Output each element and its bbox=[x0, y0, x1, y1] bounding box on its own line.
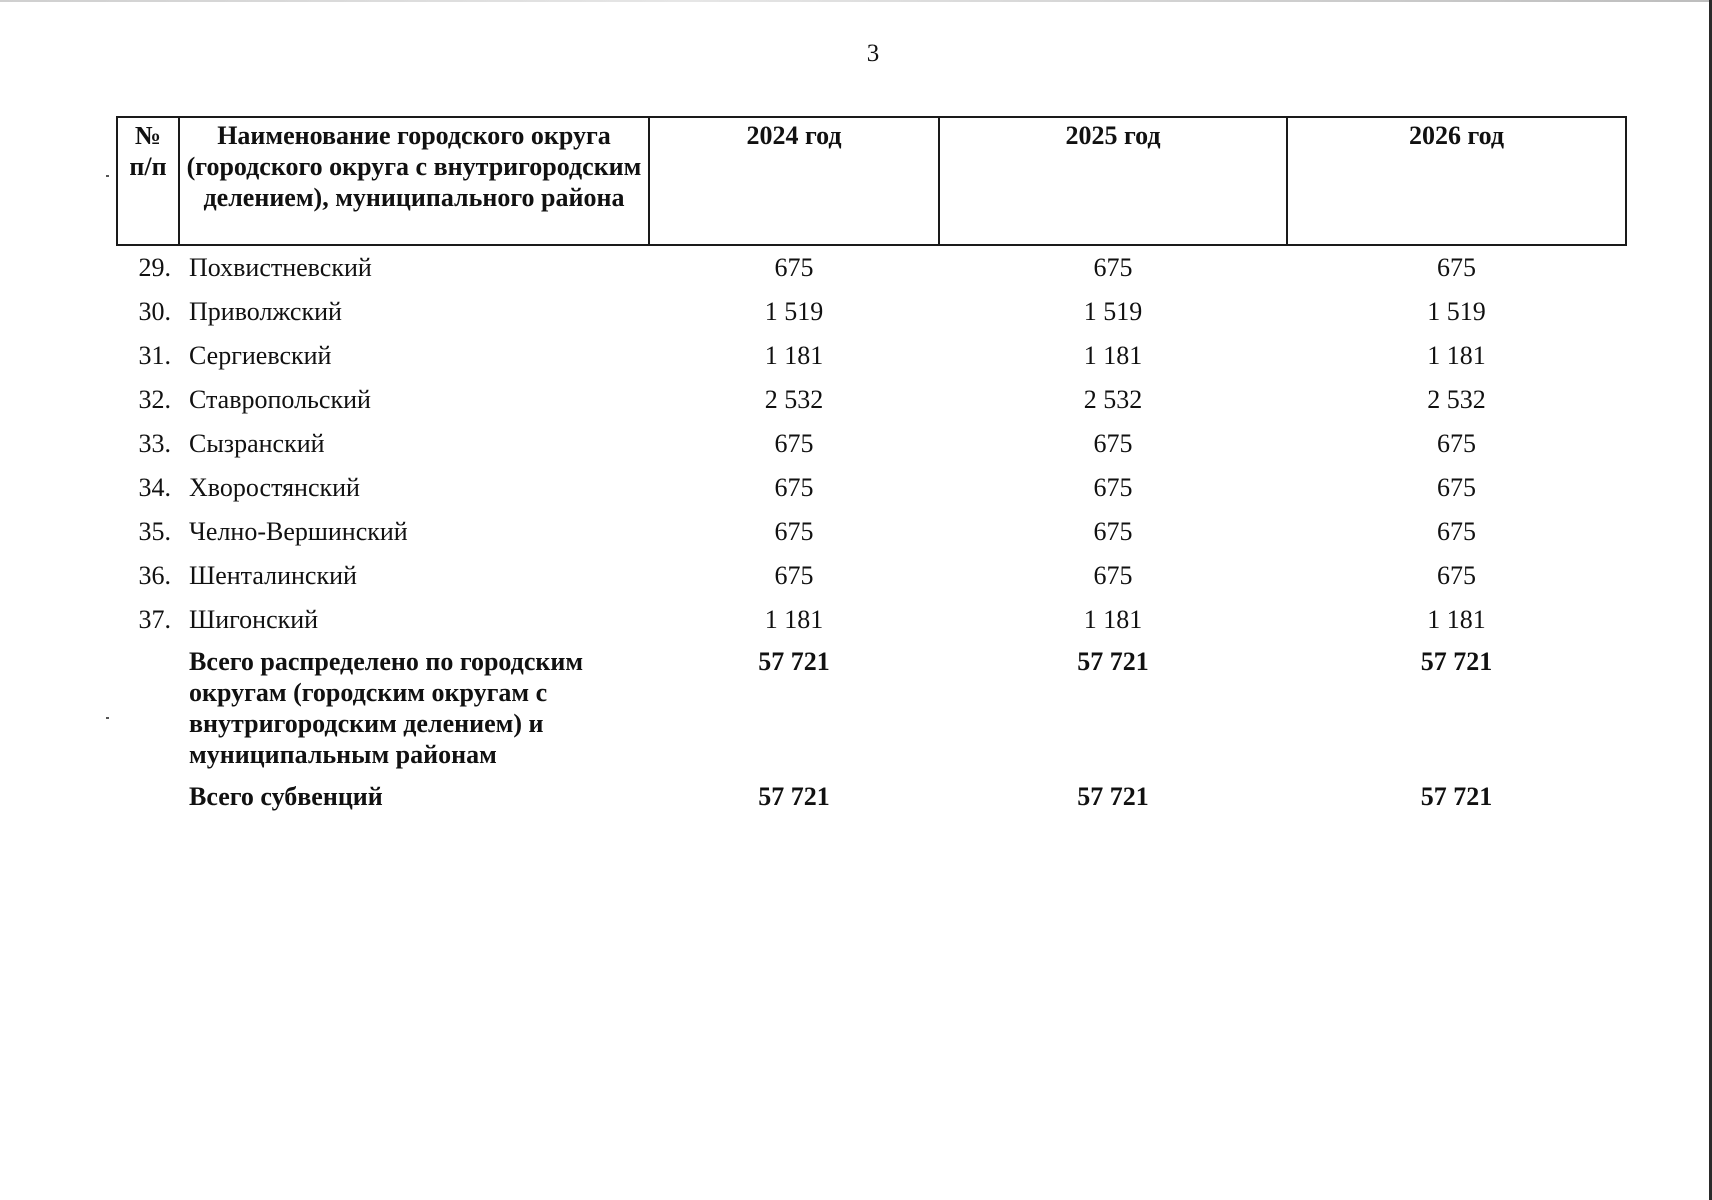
table-row bbox=[117, 422, 1626, 466]
row-name: Похвистневский bbox=[189, 253, 372, 282]
total-distributed-2025: 57 721 bbox=[1077, 647, 1149, 676]
row-value-2025: 675 bbox=[1093, 473, 1133, 502]
row-number: 32. bbox=[138, 385, 171, 414]
row-value-2025: 675 bbox=[1093, 253, 1133, 282]
row-name: Сызранский bbox=[189, 429, 325, 458]
row-value-2026: 675 bbox=[1437, 429, 1476, 458]
row-number: 35. bbox=[138, 517, 171, 546]
table-row bbox=[117, 554, 1626, 598]
row-number: 36. bbox=[138, 561, 171, 590]
total-subventions-label: Всего субвенций bbox=[189, 782, 383, 811]
table-header bbox=[117, 117, 1626, 245]
table-body bbox=[117, 245, 1626, 814]
row-value-2024: 2 532 bbox=[764, 385, 824, 414]
row-value-2026: 675 bbox=[1437, 561, 1476, 590]
row-value-2025: 2 532 bbox=[1083, 385, 1143, 414]
row-value-2024: 675 bbox=[774, 561, 814, 590]
row-value-2024: 675 bbox=[774, 429, 814, 458]
table-row bbox=[117, 334, 1626, 378]
row-value-2025: 675 bbox=[1093, 517, 1133, 546]
row-value-2024: 1 181 bbox=[764, 341, 824, 370]
page-number: 3 bbox=[866, 40, 880, 67]
table-row bbox=[117, 378, 1626, 422]
row-number: 30. bbox=[138, 297, 171, 326]
row-value-2026: 1 181 bbox=[1427, 605, 1486, 634]
row-value-2024: 675 bbox=[774, 473, 814, 502]
header-name: Наименование городского округа (городского округа с внутригородским делением), муниципального района bbox=[179, 117, 649, 245]
total-distributed-2024: 57 721 bbox=[758, 647, 830, 676]
scan-edge-top bbox=[0, 0, 1712, 2]
row-value-2025: 1 181 bbox=[1083, 341, 1143, 370]
row-value-2025: 1 181 bbox=[1083, 605, 1143, 634]
total-subventions-2026: 57 721 bbox=[1420, 782, 1493, 811]
table-row bbox=[117, 245, 1626, 290]
table-row bbox=[117, 510, 1626, 554]
row-value-2026: 1 519 bbox=[1427, 297, 1486, 326]
row-value-2025: 675 bbox=[1093, 561, 1133, 590]
row-value-2026: 675 bbox=[1437, 473, 1476, 502]
row-name: Хворостянский bbox=[189, 473, 360, 502]
row-number: 29. bbox=[138, 253, 171, 282]
row-value-2025: 675 bbox=[1093, 429, 1133, 458]
table-row bbox=[117, 598, 1626, 642]
total-subventions-number bbox=[117, 776, 179, 814]
row-value-2026: 675 bbox=[1437, 517, 1476, 546]
row-value-2026: 1 181 bbox=[1427, 341, 1486, 370]
header-number: № п/п bbox=[117, 117, 179, 245]
table-row bbox=[117, 466, 1626, 510]
row-name: Ставропольский bbox=[189, 385, 371, 414]
row-name: Шигонский bbox=[189, 605, 319, 634]
scan-speck bbox=[106, 175, 109, 177]
row-value-2025: 1 519 bbox=[1083, 297, 1143, 326]
row-number: 37. bbox=[138, 605, 171, 634]
total-distributed-number bbox=[117, 642, 179, 776]
total-distributed-label: Всего распределено по городским округам (городским округам с внутригородским делением) и муниципальным районам bbox=[189, 647, 584, 769]
row-value-2024: 1 519 bbox=[764, 297, 824, 326]
table-row bbox=[117, 290, 1626, 334]
total-subventions-2025: 57 721 bbox=[1077, 782, 1149, 811]
scan-speck bbox=[106, 717, 109, 719]
row-value-2026: 675 bbox=[1437, 253, 1476, 282]
row-name: Челно-Вершинский bbox=[189, 517, 408, 546]
total-distributed-row bbox=[117, 642, 1626, 776]
row-number: 34. bbox=[138, 473, 171, 502]
header-year-2024: 2024 год bbox=[649, 117, 939, 245]
row-name: Шенталинский bbox=[189, 561, 357, 590]
row-value-2024: 675 bbox=[774, 253, 814, 282]
row-number: 33. bbox=[138, 429, 171, 458]
total-subventions-row bbox=[117, 776, 1626, 814]
row-name: Сергиевский bbox=[189, 341, 332, 370]
row-value-2024: 1 181 bbox=[764, 605, 824, 634]
row-value-2026: 2 532 bbox=[1427, 385, 1486, 414]
total-distributed-2026: 57 721 bbox=[1420, 647, 1493, 676]
subvention-table bbox=[116, 116, 1627, 814]
row-name: Приволжский bbox=[189, 297, 342, 326]
row-value-2024: 675 bbox=[774, 517, 814, 546]
header-year-2025: 2025 год bbox=[939, 117, 1287, 245]
row-number: 31. bbox=[138, 341, 171, 370]
header-year-2026: 2026 год bbox=[1287, 117, 1626, 245]
total-subventions-2024: 57 721 bbox=[758, 782, 830, 811]
